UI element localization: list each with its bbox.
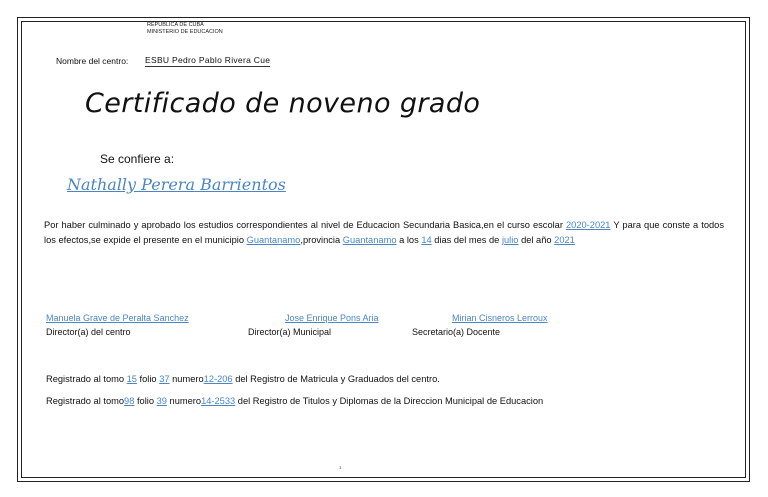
registry1-text-4: del Registro de Matricula y Graduados del centro. bbox=[232, 374, 440, 384]
school-year-link[interactable]: 2020-2021 bbox=[566, 220, 611, 230]
day-link[interactable]: 14 bbox=[421, 235, 432, 245]
school-name-value: ESBU Pedro Pablo Rivera Cue bbox=[145, 55, 271, 65]
registry2-number-link[interactable]: 14-2533 bbox=[201, 396, 236, 406]
registry2-text-1: Registrado al tomo bbox=[46, 396, 125, 406]
conferred-to-label: Se confiere a: bbox=[100, 152, 175, 166]
letterhead bbox=[147, 22, 223, 36]
registry1-text-3: numero bbox=[169, 374, 204, 384]
body-text-2: Y para que conste a todos los efectos,se expide el presente en el municipio bbox=[44, 220, 724, 245]
signature-name-director[interactable]: Manuela Grave de Peralta Sanchez bbox=[46, 313, 189, 323]
school-name-label: Nombre del centro: bbox=[56, 56, 129, 66]
registry2-folio-link[interactable]: 39 bbox=[156, 396, 167, 406]
signature-name-secretary[interactable]: Mirian Cisneros Lerroux bbox=[452, 313, 548, 323]
registry2-text-3: numero bbox=[166, 396, 202, 406]
registry-line-1 bbox=[46, 374, 440, 384]
registry1-text-1: Registrado al tomo bbox=[46, 374, 127, 384]
municipality-link[interactable]: Guantanamo bbox=[246, 235, 301, 245]
registry-line-2 bbox=[46, 396, 543, 406]
body-text-4: a los bbox=[396, 235, 422, 245]
certificate-title: Certificado de noveno grado bbox=[85, 88, 481, 119]
registry1-folio-link[interactable]: 37 bbox=[159, 374, 170, 384]
province-link[interactable]: Guantanamo bbox=[342, 235, 397, 245]
registry1-number-link[interactable]: 12-206 bbox=[203, 374, 233, 384]
signature-role-municipal: Director(a) Municipal bbox=[248, 327, 332, 337]
registry2-text-2: folio bbox=[134, 396, 157, 406]
document-border bbox=[17, 17, 750, 482]
certificate-body bbox=[44, 218, 724, 248]
year-link[interactable]: 2021 bbox=[554, 235, 575, 245]
letterhead-country: REPUBLICA DE CUBA bbox=[147, 22, 204, 28]
body-text-5: dias del mes de bbox=[431, 235, 502, 245]
registry2-text-4: del Registro de Titulos y Diplomas de la Direccion Municipal de Educacion bbox=[235, 396, 544, 406]
letterhead-ministry: MINISTERIO DE EDUCACION bbox=[147, 29, 223, 35]
month-link[interactable]: julio bbox=[501, 235, 519, 245]
body-text-6: del año bbox=[518, 235, 555, 245]
signature-role-director: Director(a) del centro bbox=[46, 327, 131, 337]
body-text-3: ,provincia bbox=[300, 235, 343, 245]
registry1-text-2: folio bbox=[136, 374, 160, 384]
recipient-name: Nathally Perera Barrientos bbox=[67, 175, 286, 194]
signature-name-municipal[interactable]: Jose Enrique Pons Aria bbox=[285, 313, 379, 323]
registry1-tome-link[interactable]: 15 bbox=[126, 374, 137, 384]
registry2-tome-link[interactable]: 98 bbox=[124, 396, 135, 406]
body-text-1: Por haber culminado y aprobado los estudios correspondientes al nivel de Educacion Secundaria Basica,en el curso escolar bbox=[44, 220, 566, 230]
signature-role-secretary: Secretario(a) Docente bbox=[412, 327, 501, 337]
page-number: 1 bbox=[339, 465, 342, 470]
